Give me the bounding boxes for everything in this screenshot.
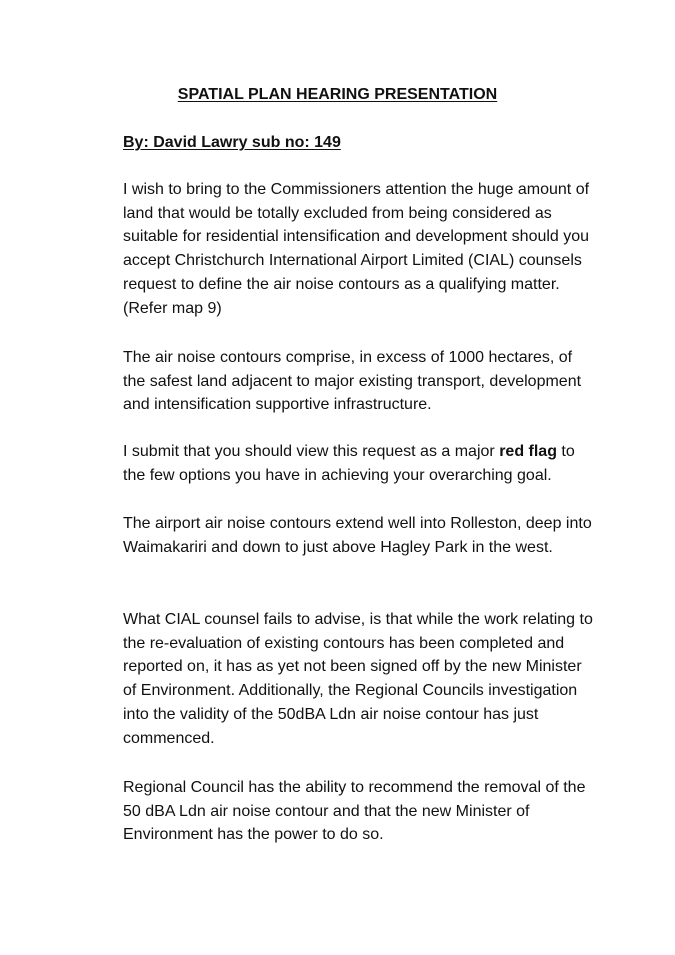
document-title: SPATIAL PLAN HEARING PRESENTATION [177,86,498,103]
paragraph-regional-council: Regional Council has the ability to recommend the removal of the 50 dBA Ldn air noise contour and that the new Minister of Environment has the power to do so. [123,779,586,844]
document-byline: By: David Lawry sub no: 149 [123,134,341,151]
red-flag-text-after: to the few options you have in achieving your overarching goal. [123,443,575,484]
paragraph-cial-counsel: What CIAL counsel fails to advise, is that while the work relating to the re-evaluation of existing contours has been completed and reported on, it has as yet not been signed off by the new Minister of Environment. Additionally, the Regional Councils investigation into the validity of the 50dBA Ldn air noise contour has just commenced. [123,611,593,747]
red-flag-text-before: I submit that you should view this request as a major [123,443,500,460]
red-flag-emphasis: red flag [499,443,557,460]
paragraph-red-flag [123,440,593,487]
paragraph-extent: The airport air noise contours extend well into Rolleston, deep into Waimakariri and down to just above Hagley Park in the west. [123,515,592,556]
paragraph-contours: The air noise contours comprise, in excess of 1000 hectares, of the safest land adjacent to major existing transport, development and intensification supportive infrastructure. [123,349,582,414]
paragraph-attention: I wish to bring to the Commissioners attention the huge amount of land that would be totally excluded from being considered as suitable for residential intensification and development should you accept Christchurch International Airport Limited (CIAL) counsels request to define the air noise contours as a qualifying matter. (Refer map 9) [123,181,590,317]
